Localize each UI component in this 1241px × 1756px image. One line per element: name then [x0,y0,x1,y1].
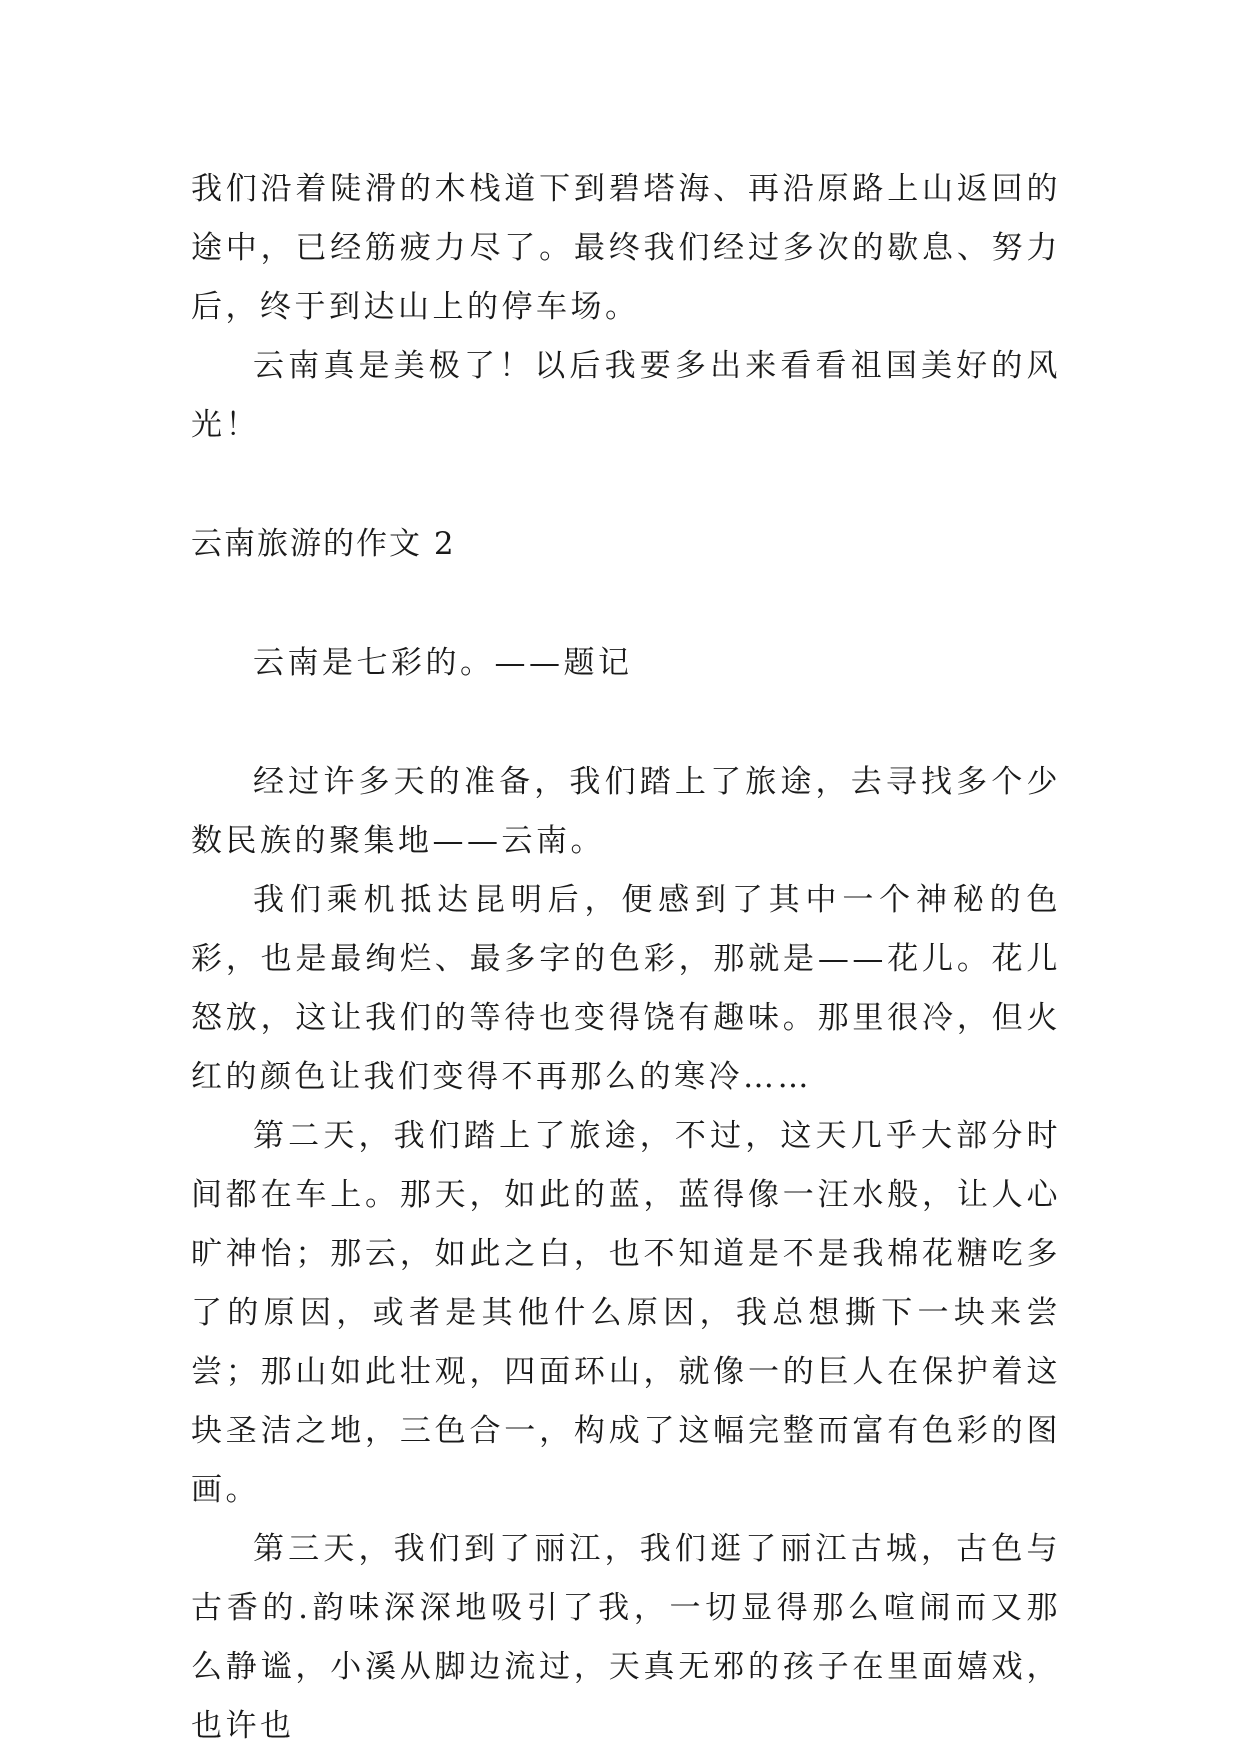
paragraph-day-three-lijiang: 第三天，我们到了丽江，我们逛了丽江古城，古色与古香的.韵味深深地吸引了我，一切显得那么喧闹而又那么静谧，小溪从脚边流过，天真无邪的孩子在里面嬉戏，也许也 [191,1531,1061,1744]
essay-heading: 云南旅游的作文 2 [191,526,456,562]
paragraph-descent-return: 我们沿着陡滑的木栈道下到碧塔海、再沿原路上山返回的途中，已经筋疲力尽了。最终我们经过多次的歇息、努力后，终于到达山上的停车场。 [191,171,1061,325]
epigraph: 云南是七彩的。——题记 [253,645,633,681]
paragraph-kunming-flowers: 我们乘机抵达昆明后，便感到了其中一个神秘的色彩，也是最绚烂、最多字的色彩，那就是——花儿。花儿怒放，这让我们的等待也变得饶有趣味。那里很冷，但火红的颜色让我们变得不再那么的寒冷…… [191,882,1061,1095]
document-page [191,160,1061,1756]
paragraph-yunnan-beautiful: 云南真是美极了！以后我要多出来看看祖国美好的风光！ [191,348,1061,443]
paragraph-preparation: 经过许多天的准备，我们踏上了旅途，去寻找多个少数民族的聚集地——云南。 [191,764,1061,859]
paragraph-day-two: 第二天，我们踏上了旅途，不过，这天几乎大部分时间都在车上。那天，如此的蓝，蓝得像一汪水般，让人心旷神怡；那云，如此之白，也不知道是不是我棉花糖吃多了的原因，或者是其他什么原因，我总想撕下一块来尝尝；那山如此壮观，四面环山，就像一的巨人在保护着这块圣洁之地，三色合一，构成了这幅完整而富有色彩的图画。 [191,1118,1061,1508]
